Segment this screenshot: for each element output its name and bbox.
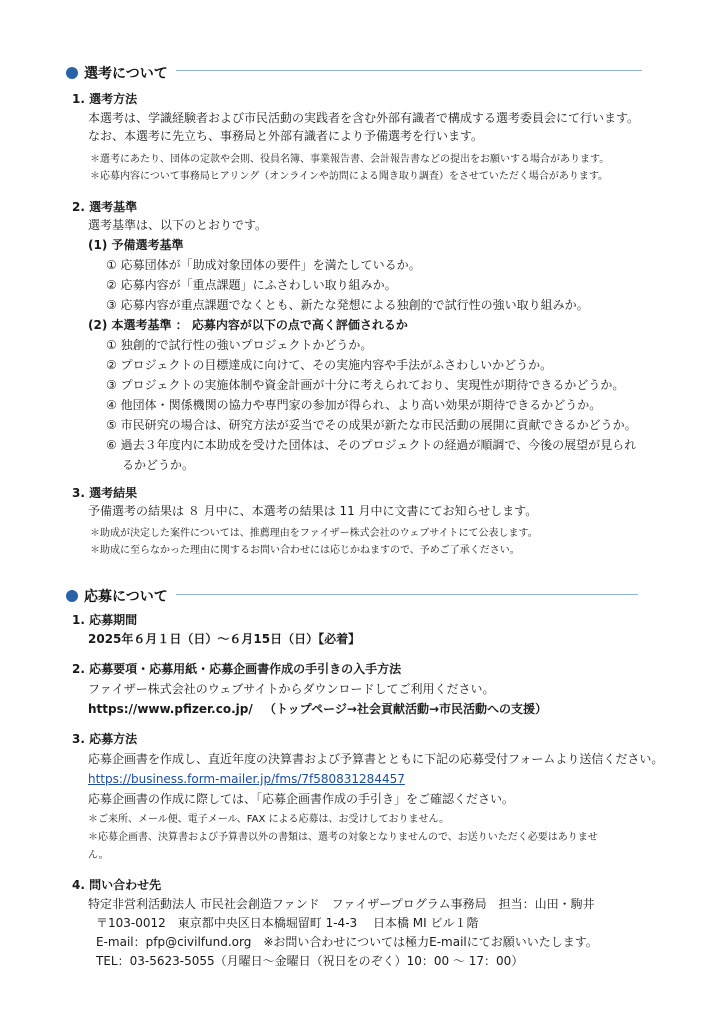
subheading-method: 1. 選考方法 [72,92,138,106]
list-item-continued: るかどうか。 [122,458,195,472]
list-item: ② 応募内容が「重点課題」にふさわしい取り組みか。 [106,278,397,292]
body-text: 本選考は、学識経験者および市民活動の実践者を含む外部有識者で構成する選考委員会にて行います。 [88,111,640,125]
list-item: ① 独創的で試行性の強いプロジェクトかどうか。 [106,338,373,352]
body-text: 予備選考の結果は ８ 月中に、本選考の結果は 11 月中に文書にてお知らせします。 [88,504,538,518]
subheading-materials: 2. 応募要項・応募用紙・応募企画書作成の手引きの入手方法 [72,662,402,676]
note-text: ＊助成に至らなかった理由に関するお問い合わせには応じかねますので、予めご了承ください。 [90,545,520,556]
list-item: ③ 応募内容が重点課題でなくとも、新たな発想による独創的で試行性の強い取り組みか。 [106,298,589,312]
subheading-criteria: 2. 選考基準 [72,200,138,214]
subheading-period: 1. 応募期間 [72,613,138,627]
note-text: ん。 [88,850,109,861]
body-text: 応募企画書を作成し、直近年度の決算書および予算書とともに下記の応募受付フォームより送信ください。 [88,752,664,766]
form-url-link[interactable]: https://business.form-mailer.jp/fms/7f580831284457 [88,772,405,786]
criteria-subtitle: (1) 予備選考基準 [88,238,184,252]
section-heading-selection [66,63,168,83]
website-path: （トップページ→社会貢献活動→市民活動への支援） [264,702,548,716]
list-item: ⑥ 過去３年度内に本助成を受けた団体は、そのプロジェクトの経過が順調で、今後の展望が見られ [106,438,637,452]
note-text: ＊応募内容について事務局ヒアリング（オンラインや訪問による聞き取り調査）をさせていただく場合があります。 [90,171,609,182]
subheading-contact: 4. 問い合わせ先 [72,878,162,892]
body-text: ファイザー株式会社のウェブサイトからダウンロードしてご利用ください。 [88,682,495,696]
body-text: なお、本選考に先立ち、事務局と外部有識者により予備選考を行います。 [88,129,484,143]
pfizer-url-link[interactable]: https://www.pfizer.co.jp/ [88,702,253,716]
list-item: ② プロジェクトの目標達成に向けて、その実施内容や手法がふさわしいかどうか。 [106,358,553,372]
contact-org: 特定非営利活動法人 市民社会創造ファンド ファイザープログラム事務局 担当：山田・駒井 [88,897,595,911]
subheading-method: 3. 応募方法 [72,732,138,746]
application-period: 2025年６月１日（日）～６月15日（日）【必着】 [88,632,361,646]
section-title: 選考について [84,66,168,82]
contact-tel: TEL：03-5623-5055（月曜日～金曜日（祝日をのぞく）10：00 ～ 17：00） [96,954,524,968]
list-item: ⑤ 市民研究の場合は、研究方法が妥当でその成果が新たな市民活動の展開に貢献できるかどうか。 [106,418,637,432]
contact-email: E-mail：pfp@civilfund.org ※お問い合わせについては極力E-mailにてお願いいたします。 [96,935,598,949]
contact-address: 〒103-0012 東京都中央区日本橋堀留町 1-4-3 日本橋 MI ビル１階 [96,916,479,930]
note-text: ＊応募企画書、決算書および予算書以外の書類は、選考の対象となりませんので、お送りいただく必要はありませ [88,832,598,843]
list-item: ① 応募団体が「助成対象団体の要件」を満たしているか。 [106,258,421,272]
subheading-result: 3. 選考結果 [72,486,138,500]
body-text: 選考基準は、以下のとおりです。 [88,218,268,232]
section-divider [176,70,642,71]
bullet-dot-icon [66,67,78,79]
section-title: 応募について [84,589,168,605]
note-text: ＊選考にあたり、団体の定款や会則、役員名簿、事業報告書、会計報告書などの提出をお願いする場合があります。 [90,154,610,165]
bullet-dot-icon [66,590,78,602]
body-text: 応募企画書の作成に際しては、「応募企画書作成の手引き」をご確認ください。 [88,792,515,806]
note-text: ＊ご来所、メール便、電子メール、FAX による応募は、お受けしておりません。 [88,814,450,825]
criteria-subtitle: (2) 本選考基準 ： 応募内容が以下の点で高く評価されるか [88,318,408,332]
section-heading-application [66,586,168,606]
list-item: ③ プロジェクトの実施体制や資金計画が十分に考えられており、実現性が期待できるかどうか。 [106,378,625,392]
note-text: ＊助成が決定した案件については、推薦理由をファイザー株式会社のウェブサイトにて公表します。 [90,528,538,539]
section-divider [176,594,638,595]
list-item: ④ 他団体・関係機関の協力や専門家の参加が得られ、より高い効果が期待できるかどうか。 [106,398,602,412]
